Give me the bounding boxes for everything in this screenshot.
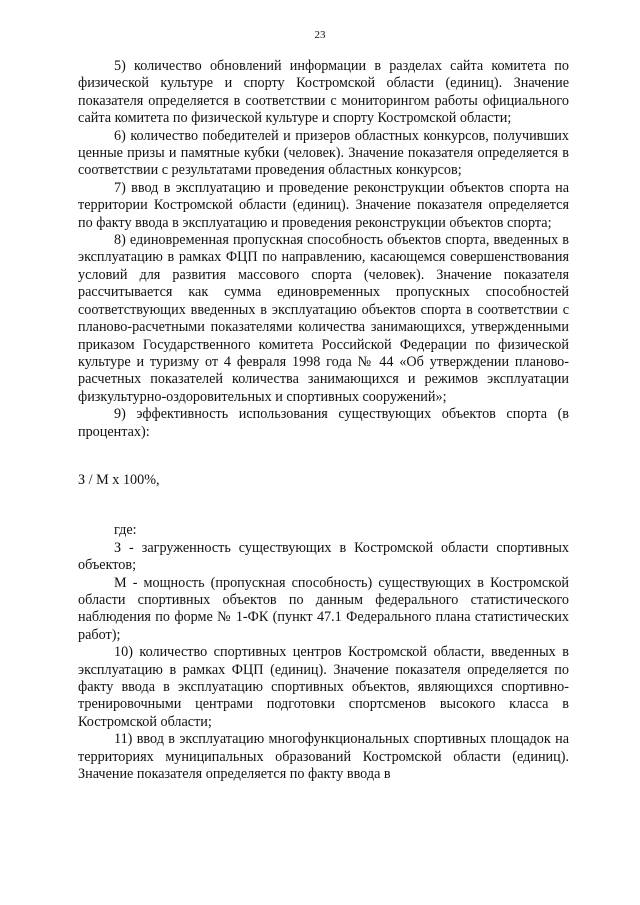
paragraph-item-7: 7) ввод в эксплуатацию и проведение реконструкции объектов спорта на территории Костромской области (единиц). Значение показателя определяется по факту ввода в эксплуатацию и проведения реконструкции объектов спорта;: [78, 179, 569, 231]
definition-z: З - загруженность существующих в Костромской области спортивных объектов;: [78, 539, 569, 574]
paragraph-item-9: 9) эффективность использования существующих объектов спорта (в процентах):: [78, 406, 569, 440]
paragraph-item-10: 10) количество спортивных центров Костромской области, введенных в эксплуатацию в рамках ФЦП (единиц). Значение показателя определяется по факту ввода в эксплуатацию спортивных объектов, являющихся спортивно-тренировочными центрами подготовки спортсменов высокого класса в Костромской области;: [78, 644, 569, 730]
formula-where-label: где:: [114, 522, 137, 539]
document-body: [78, 58, 569, 783]
paragraph-item-8: 8) единовременная пропускная способность объектов спорта, введенных в эксплуатацию в рамках ФЦП по направлению, касающемся совершенствования условий для развития массового спорта (человек). Значение показателя рассчитывается как сумма единовременных пропускных способностей соответствующих введенных в эксплуатацию объектов спорта в соответствии с планово-расчетными показателями количества занимающихся, утвержденными приказом Государственного комитета Российской Федерации по физической культуре и туризму от 4 февраля 1998 года № 44 «Об утверждении планово-расчетных показателей количества занимающихся и режимов эксплуатации физкультурно-оздоровительных и спортивных сооружений»;: [78, 232, 569, 405]
paragraph-item-6: 6) количество победителей и призеров областных конкурсов, получивших ценные призы и памятные кубки (человек). Значение показателя определяется в соответствии с результатами проведения областных конкурсов;: [78, 127, 569, 179]
page-number: 23: [314, 29, 326, 41]
paragraph-item-5: 5) количество обновлений информации в разделах сайта комитета по физической культуре и спорту Костромской области (единиц). Значение показателя определяется в соответствии с мониторингом работы официального сайта комитета по физической культуре и спорту Костромской области;: [78, 58, 569, 127]
definition-m: М - мощность (пропускная способность) существующих в Костромской области спортивных объектов по данным федерального статистического наблюдения по форме № 1-ФК (пункт 47.1 Федерального плана статистических работ);: [78, 574, 569, 643]
paragraph-item-11: 11) ввод в эксплуатацию многофункциональных спортивных площадок на территориях муниципальных образований Костромской области (единиц). Значение показателя определяется по факту ввода в: [78, 731, 569, 783]
formula: З / М х 100%,: [78, 471, 160, 488]
